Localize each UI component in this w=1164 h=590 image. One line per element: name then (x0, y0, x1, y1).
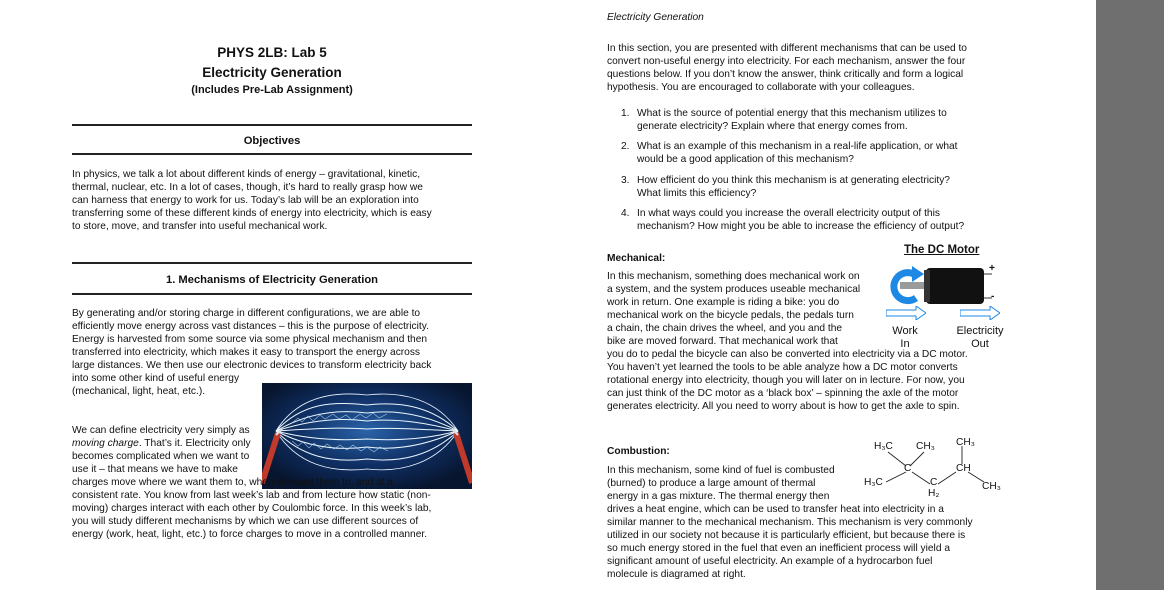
motor-minus-label: - (991, 291, 995, 302)
question-item (621, 140, 1001, 166)
text-line: hypothesis. You are encouraged to collaborate with your colleagues. (607, 82, 915, 93)
text-line: How efficient do you think this mechanism is at generating electricity? (637, 175, 950, 186)
molecule-label: C (930, 477, 938, 488)
text-line: work in return. One example is riding a bike: you do (607, 297, 840, 308)
text-line: Out (971, 338, 989, 350)
intro-paragraph (607, 42, 1007, 94)
text-line: drives a heat engine, which can be used to transfer heat into electricity in a (607, 504, 944, 515)
molecule-label: H₂ (928, 488, 940, 499)
text-line: (mechanical, light, heat, etc.). (72, 386, 206, 397)
text-line: transferring some of these different kinds of energy into electricity, which is easy (72, 208, 432, 219)
text-line: In what ways could you increase the overall electricity output of this (637, 208, 940, 219)
text-line: What is the source of potential energy that this mechanism utilizes to (637, 108, 947, 119)
text-line: significant amount of useful electricity. An example of a hydrocarbon fuel (607, 556, 933, 567)
doc-title-line2: Electricity Generation (202, 65, 342, 80)
text-line (72, 437, 472, 450)
text-line: can just think of the DC motor as a ‘black box’ – spinning the axle of the motor (607, 388, 959, 399)
text-line: questions below. If you don’t know the answer, think critically and form a logical (607, 69, 964, 80)
dc-motor-title: The DC Motor (904, 244, 980, 256)
text-line: consistent rate. You know from last week’s lab and from lecture how static (non- (72, 490, 431, 501)
question-number: 3. (621, 175, 630, 186)
text-line: similar manner to the mechanical mechanism. This mechanism is very commonly (607, 517, 973, 528)
text-line: to store, move, and transfer into useful mechanical work. (72, 221, 328, 232)
question-number: 1. (621, 108, 630, 119)
text-line: utilized in our society not because it is particularly efficient, but because there is (607, 530, 966, 541)
text-line: you do to pedal the bicycle can also be converted into electricity via a DC motor. (607, 349, 968, 360)
text-line: molecule is diagramed at right. (607, 569, 746, 580)
doc-title-line1: PHYS 2LB: Lab 5 (217, 45, 327, 60)
motor-plus-label: + (989, 263, 995, 274)
text-line: Work (892, 325, 918, 337)
text-line: energy (work, heat, light, etc.) to force charges to move in a controlled manner. (72, 529, 428, 540)
combustion-paragraph (607, 464, 1007, 581)
mechanical-heading: Mechanical: (607, 253, 666, 264)
molecule-label: CH₃ (956, 437, 975, 448)
text-line: convert non-useful energy into electricity. For each mechanism, answer the four (607, 56, 966, 67)
question-item (621, 174, 1001, 200)
text-line: In (900, 338, 910, 350)
text-line: large distances. We then use our electronic devices to transform electricity back (72, 360, 432, 371)
text-line: In this mechanism, some kind of fuel is combusted (607, 465, 835, 476)
text-line: rotational energy into electricity, though you will later on in lecture. For now, you (607, 375, 965, 386)
text-line: you will study different mechanisms by which we can use different sources of (72, 516, 419, 527)
text-line: In this section, you are presented with different mechanisms that can be used to (607, 43, 967, 54)
text-line: generate electricity? Explain where that energy comes from. (637, 121, 908, 132)
molecule-label: CH (956, 463, 971, 474)
divider (72, 293, 472, 295)
text-line: We can define electricity very simply as (72, 425, 250, 436)
text-line: becomes complicated when we want to (72, 451, 250, 462)
molecule-label: CH₃ (982, 481, 1001, 492)
divider (72, 153, 472, 155)
objectives-heading: Objectives (243, 135, 301, 147)
page-header: Electricity Generation (607, 12, 704, 23)
molecule-label: H₃C (874, 441, 893, 452)
text-line: What limits this efficiency? (637, 188, 757, 199)
text-line: moving) charges interact with each other by Coulombic force. In this week’s lab, (72, 503, 432, 514)
text-line: efficiently move energy across vast distances – this is the purpose of electricity. (72, 321, 429, 332)
text-line: In physics, we talk a lot about different kinds of energy – gravitational, kinetic, (72, 169, 421, 180)
text-line: In this mechanism, something does mechanical work on (607, 271, 860, 282)
text-line: so much energy stored in the fuel that even an inefficient process will yield a (607, 543, 950, 554)
text-line: By generating and/or storing charge in different configurations, we are able to (72, 308, 421, 319)
question-item (621, 107, 1001, 133)
text-line: a system, and the system produces useable mechanical (607, 284, 861, 295)
emphasis-text: moving charge (72, 438, 139, 449)
text-line: mechanism? How might you be able to increase the efficiency of output? (637, 221, 965, 232)
text-line: a chain, the chain drives the wheel, and you and the (607, 323, 843, 334)
text-line: transferred into electricity, which makes it easy to transport the energy across (72, 347, 421, 358)
text-line: You haven’t yet learned the tools to be able analyze how a DC motor converts (607, 362, 958, 373)
text-line: What is an example of this mechanism in a real-life application, or what (637, 141, 958, 152)
molecule-label: C (904, 463, 912, 474)
divider (72, 124, 472, 126)
viewer-scrollbar[interactable] (1096, 0, 1164, 590)
text-line: mechanical work on the bicycle pedals, the pedals turn (607, 310, 854, 321)
molecule-label: H₃C (864, 477, 883, 488)
question-number: 4. (621, 208, 630, 219)
mechanisms-paragraph-2 (72, 424, 472, 541)
text-line: energy in a gas mixture. The thermal energy then (607, 491, 830, 502)
mechanical-paragraph (607, 270, 1007, 413)
text-line: charges move where we want them to, when we want them to, and at a (72, 477, 394, 488)
text-line: (burned) to produce a large amount of thermal (607, 478, 816, 489)
combustion-heading: Combustion: (607, 446, 670, 457)
text-line: Electricity (956, 325, 1004, 337)
text-line: generates electricity. All you need to worry about is how to get the axle to spin. (607, 401, 960, 412)
molecule-label: CH₃ (916, 441, 935, 452)
text-line: can harness that energy to work for us. Today’s lab will be an exploration into (72, 195, 419, 206)
text-line: thermal, nuclear, etc. In a lot of cases, though, it’s hard to really grasp how we (72, 182, 423, 193)
doc-subtitle: (Includes Pre-Lab Assignment) (191, 84, 353, 96)
mechanisms-heading: 1. Mechanisms of Electricity Generation (165, 274, 378, 286)
question-number: 2. (621, 141, 630, 152)
text-line: use it – that means we have to make (72, 464, 238, 475)
text-line: Energy is harvested from some source via some physical mechanism and then (72, 334, 428, 345)
text-fragment: . That’s it. Electricity only (138, 438, 251, 449)
text-line: into some other kind of useful energy (72, 373, 240, 384)
text-line: would be a good application of this mechanism? (637, 154, 854, 165)
objectives-paragraph (72, 168, 472, 233)
divider (72, 262, 472, 264)
question-item (621, 207, 1001, 233)
text-line: bike are moved forward. That mechanical work that (607, 336, 838, 347)
